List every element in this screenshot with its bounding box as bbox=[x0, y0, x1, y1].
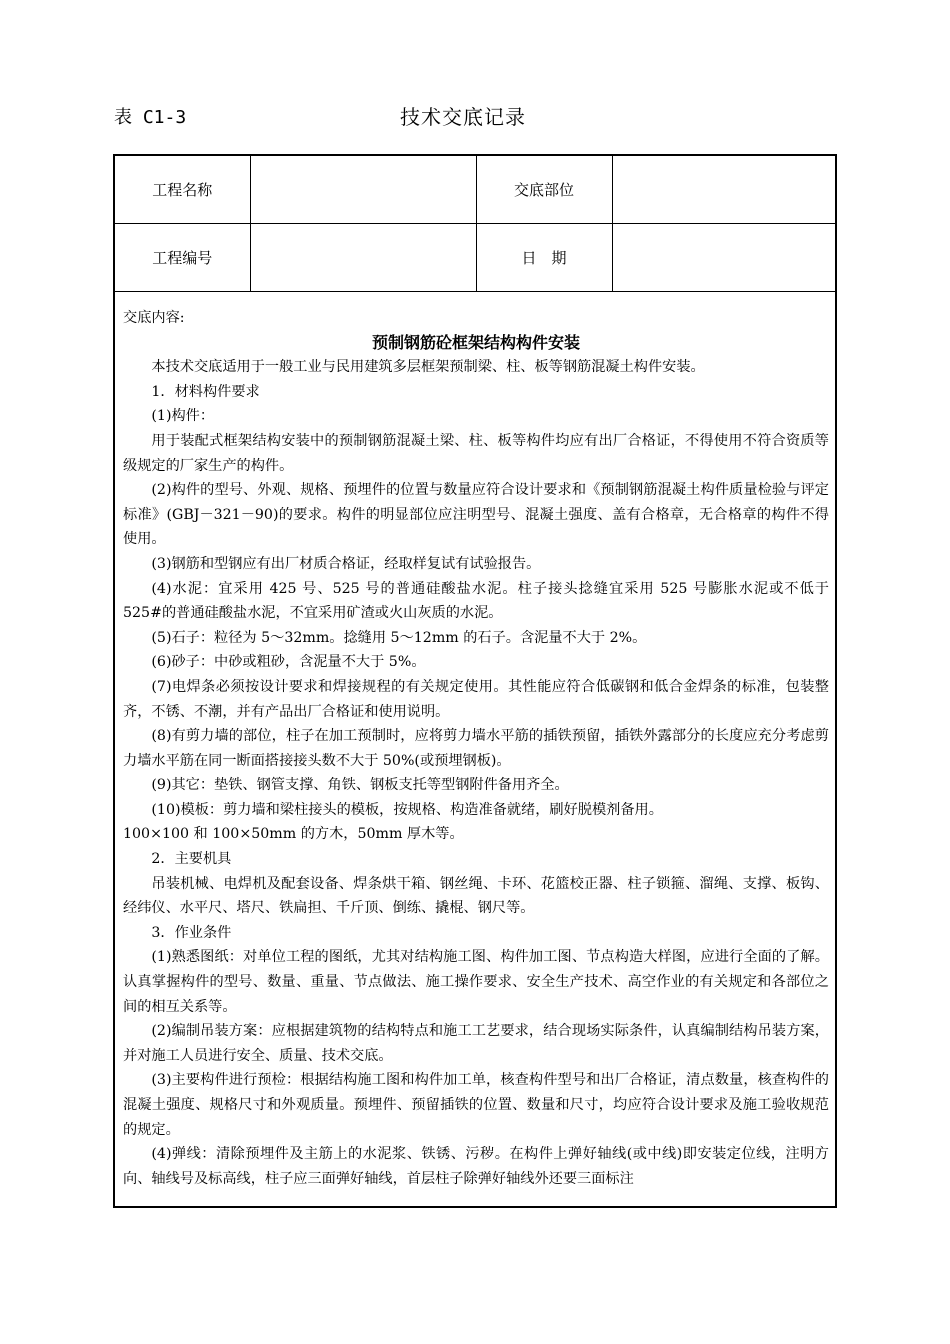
table-row bbox=[115, 156, 835, 224]
section-heading: 1．材料构件要求 bbox=[151, 383, 260, 400]
content-label: 交底内容: bbox=[123, 310, 185, 326]
paragraph: 吊装机械、电焊机及配套设备、焊条烘干箱、钢丝绳、卡环、花篮校正器、柱子锁箍、溜绳、支撑、板钩、经纬仪、水平尺、塔尺、铁扁担、千斤顶、倒练、撬棍、钢尺等。 bbox=[123, 875, 829, 917]
form-code: 表 C1-3 bbox=[114, 107, 187, 128]
record-form bbox=[113, 154, 837, 1208]
content-subtitle: 预制钢筋砼框架结构构件安装 bbox=[371, 332, 580, 352]
info-table bbox=[115, 156, 835, 292]
project-number-label: 工程编号 bbox=[115, 224, 250, 292]
paragraph: (3)钢筋和型钢应有出厂材质合格证，经取样复试有试验报告。 bbox=[151, 555, 541, 572]
project-name-field[interactable] bbox=[250, 156, 476, 224]
paragraph: (2)编制吊装方案：应根据建筑物的结构特点和施工工艺要求，结合现场实际条件，认真编制结构吊装方案，并对施工人员进行安全、质量、技术交底。 bbox=[123, 1023, 829, 1064]
project-number-field[interactable] bbox=[250, 224, 476, 292]
paragraph: 100×100 和 100×50mm 的方木，50mm 厚木等。 bbox=[123, 826, 464, 843]
paragraph: (4)弹线：清除预埋件及主筋上的水泥浆、铁锈、污秽。在构件上弹好轴线(或中线)即安装定位线，注明方向、轴线号及标高线，柱子应三面弹好轴线，首层柱子除弹好轴线外还要三面标注 bbox=[123, 1146, 829, 1187]
paragraph: (10)模板：剪力墙和梁柱接头的模板，按规格、构造准备就绪，刷好脱模剂备用。 bbox=[151, 801, 663, 818]
handover-part-field[interactable] bbox=[612, 156, 835, 224]
paragraph: (2)构件的型号、外观、规格、预埋件的位置与数量应符合设计要求和《预制钢筋混凝土构件质量检验与评定标准》(GBJ－321－90)的要求。构件的明显部位应注明型号、混凝土强度、盖有合格章，无合格章的构件不得使用。 bbox=[123, 482, 829, 548]
table-row bbox=[115, 224, 835, 292]
paragraph: 用于装配式框架结构安装中的预制钢筋混凝土梁、柱、板等构件均应有出厂合格证，不得使用不符合资质等级规定的厂家生产的构件。 bbox=[123, 432, 829, 474]
paragraph: (1)熟悉图纸：对单位工程的图纸，尤其对结构施工图、构件加工图、节点构造大样图，应进行全面的了解。认真掌握构件的型号、数量、重量、节点做法、施工操作要求、安全生产技术、高空作业的有关规定和各部位之间的相互关系等。 bbox=[123, 949, 829, 1015]
document-title: 技术交底记录 bbox=[400, 105, 526, 129]
paragraph: (4)水泥：宜采用 425 号、525 号的普通硅酸盐水泥。柱子接头捻缝宜采用 525 号膨胀水泥或不低于 525#的普通硅酸盐水泥，不宜采用矿渣或火山灰质的水泥。 bbox=[123, 580, 829, 622]
paragraph: (9)其它：垫铁、钢管支撑、角铁、钢板支托等型钢附件备用齐全。 bbox=[151, 777, 569, 794]
paragraph: 本技术交底适用于一般工业与民用建筑多层框架预制梁、柱、板等钢筋混凝土构件安装。 bbox=[151, 359, 705, 376]
paragraph: (1)构件： bbox=[151, 408, 215, 425]
handover-part-label: 交底部位 bbox=[476, 156, 612, 224]
date-field[interactable] bbox=[612, 224, 835, 292]
handover-content bbox=[115, 292, 835, 1191]
paragraph: (3)主要构件进行预检：根据结构施工图和构件加工单，核查构件型号和出厂合格证，清点数量，核查构件的混凝土强度、规格尺寸和外观质量。预埋件、预留插铁的位置、数量和尺寸，均应符合设计要求及施工验收规范的规定。 bbox=[123, 1072, 829, 1138]
section-heading: 3．作业条件 bbox=[151, 924, 232, 941]
paragraph: (8)有剪力墙的部位，柱子在加工预制时，应将剪力墙水平筋的插铁预留，插铁外露部分的长度应充分考虑剪力墙水平筋在同一断面搭接接头数不大于 50%(或预埋钢板)。 bbox=[123, 728, 829, 769]
paragraph: (6)砂子：中砂或粗砂，含泥量不大于 5%。 bbox=[151, 654, 426, 671]
paragraph: (5)石子：粒径为 5～32mm。捻缝用 5～12mm 的石子。含泥量不大于 2%。 bbox=[151, 629, 647, 646]
section-heading: 2．主要机具 bbox=[151, 851, 232, 868]
date-label: 日 期 bbox=[476, 224, 612, 292]
paragraph: (7)电焊条必须按设计要求和焊接规程的有关规定使用。其性能应符合低碳钢和低合金焊条的标准，包装整齐，不锈、不潮，并有产品出厂合格证和使用说明。 bbox=[123, 678, 829, 720]
project-name-label: 工程名称 bbox=[115, 156, 250, 224]
